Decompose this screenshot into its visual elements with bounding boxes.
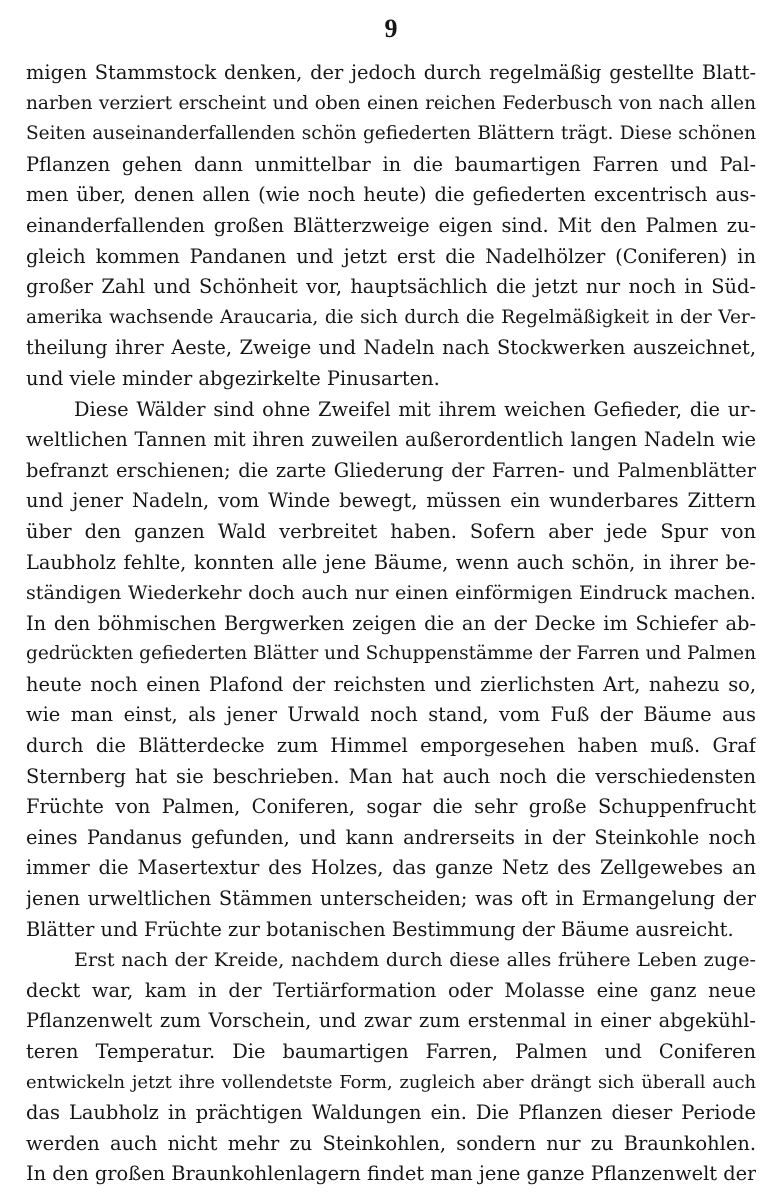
text-line: Sternberg hat sie beschrieben. Man hat auch noch die verschiedensten — [26, 764, 756, 788]
body-text — [26, 58, 756, 1190]
text-line: Früchte von Palmen, Coniferen, sogar die sehr große Schuppenfrucht — [26, 795, 756, 819]
page-number: 9 — [384, 14, 398, 43]
text-line: immer die Masertextur des Holzes, das ganze Netz des Zellgewebes an — [26, 856, 756, 880]
text-line: und viele minder abgezirkelte Pinusarten. — [26, 366, 440, 390]
text-line: entwickeln jetzt ihre vollendetste Form, zugleich aber drängt sich überall auch — [26, 1071, 756, 1093]
text-line: befranzt erschienen; die zarte Gliederung der Farren- und Palmenblätter — [26, 458, 756, 482]
text-line: Laubholz fehlte, konnten alle jene Bäume, wenn auch schön, in ihrer be- — [26, 550, 756, 574]
text-line: gleich kommen Pandanen und jetzt erst die Nadelhölzer (Coniferen) in — [26, 244, 756, 268]
text-line: jenen urweltlichen Stämmen unterscheiden; was oft in Ermangelung der — [26, 887, 756, 911]
text-line: und jener Nadeln, vom Winde bewegt, müssen ein wunderbares Zittern — [26, 489, 756, 513]
text-line: eines Pandanus gefunden, und kann andrerseits in der Steinkohle noch — [26, 825, 756, 849]
text-line: das Laubholz in prächtigen Waldungen ein. Die Pflanzen dieser Periode — [26, 1101, 756, 1125]
text-line: werden auch nicht mehr zu Steinkohlen, sondern nur zu Braunkohlen. — [26, 1131, 756, 1155]
text-line: großer Zahl und Schönheit vor, hauptsächlich die jetzt nur noch in Süd- — [26, 275, 756, 299]
text-line: ständigen Wiederkehr doch auch nur einen einförmigen Eindruck machen. — [26, 581, 756, 605]
text-line: heute noch einen Plafond der reichsten und zierlichsten Art, nahezu so, — [26, 672, 756, 696]
text-line: narben verziert erscheint und oben einen reichen Federbusch von nach allen — [26, 92, 756, 114]
text-line: Pflanzen gehen dann unmittelbar in die baumartigen Farren und Pal- — [26, 152, 756, 176]
text-line: Diese Wälder sind ohne Zweifel mit ihrem weichen Gefieder, die ur- — [74, 397, 756, 421]
text-line: men über, denen allen (wie noch heute) die gefiederten excentrisch aus- — [26, 183, 756, 207]
text-line: einanderfallenden großen Blätterzweige eigen sind. Mit den Palmen zu- — [26, 213, 756, 237]
text-line: gedrückten gefiederten Blätter und Schuppenstämme der Farren und Palmen — [26, 643, 756, 665]
text-line: amerika wachsende Araucaria, die sich durch die Regelmäßigkeit in der Ver- — [26, 306, 756, 328]
text-line: Erst nach der Kreide, nachdem durch diese alles frühere Leben zuge- — [74, 948, 756, 972]
text-line: deckt war, kam in der Tertiärformation oder Molasse eine ganz neue — [26, 978, 756, 1002]
text-line: teren Temperatur. Die baumartigen Farren, Palmen und Coniferen — [26, 1040, 756, 1063]
text-line: durch die Blätterdecke zum Himmel emporgesehen haben muß. Graf — [26, 734, 756, 758]
text-line: migen Stammstock denken, der jedoch durch regelmäßig gestellte Blatt- — [26, 61, 756, 84]
text-line: In den böhmischen Bergwerken zeigen die an der Decke im Schiefer ab- — [26, 611, 756, 635]
text-line: weltlichen Tannen mit ihren zuweilen außerordentlich langen Nadeln wie — [26, 428, 756, 452]
text-line: In den großen Braunkohlenlagern findet man jene ganze Pflanzenwelt der — [26, 1162, 756, 1186]
text-line: theilung ihrer Aeste, Zweige und Nadeln nach Stockwerken auszeichnet, — [26, 336, 756, 360]
text-line: Seiten auseinanderfallenden schön gefiederten Blättern trägt. Diese schönen — [26, 123, 756, 145]
text-line: über den ganzen Wald verbreitet haben. Sofern aber jede Spur von — [26, 519, 756, 543]
text-line: Blätter und Früchte zur botanischen Bestimmung der Bäume ausreicht. — [26, 917, 734, 941]
text-line: Pflanzenwelt zum Vorschein, und zwar zum erstenmal in einer abgekühl- — [26, 1009, 756, 1033]
text-line: wie man einst, als jener Urwald noch stand, vom Fuß der Bäume aus — [26, 703, 756, 727]
